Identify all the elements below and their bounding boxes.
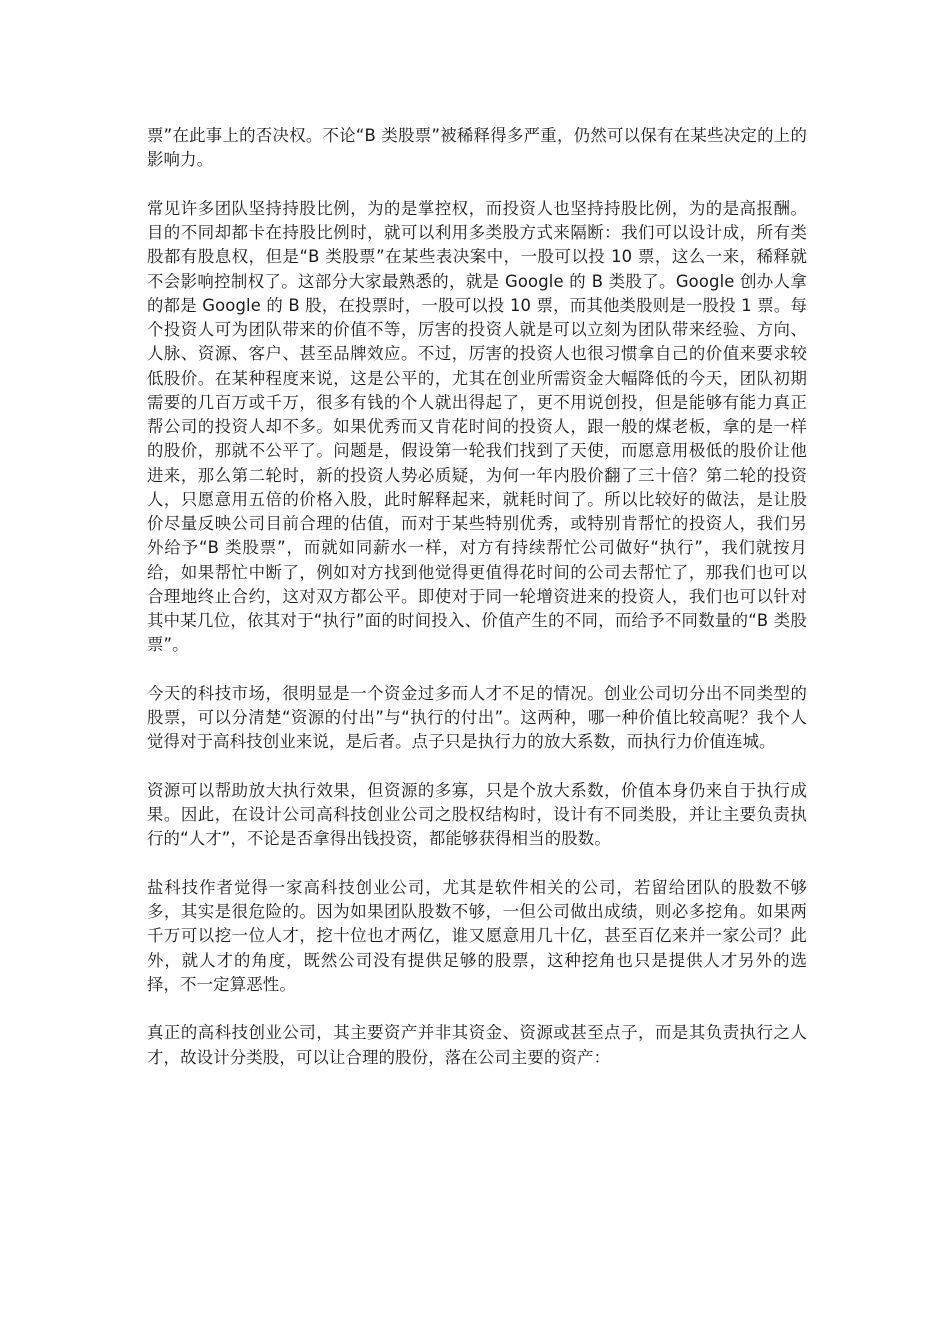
paragraph-2: 常见许多团队坚持持股比例，为的是掌控权，而投资人也坚持持股比例，为的是高报酬。目的不同却都卡在持股比例时，就可以利用多类股方式来隔断：我们可以设计成，所有类股都有股息权，但是“B 类股票”在某些表决案中，一股可以投 10 票，这么一来，稀释就不会影响控制权了。这部分大家最熟悉的，就是 Google 的 B 类股了。Google 创办人拿的都是 Google 的 B 股，在投票时，一股可以投 10 票，而其他类股则是一股投 1 票。每个投资人可为团队带来的价值不等，厉害的投资人就是可以立刻为团队带来经验、方向、人脉、资源、客户、甚至品牌效应。不过，厉害的投资人也很习惯拿自己的价值来要求较低股价。在某种程度来说，这是公平的，尤其在创业所需资金大幅降低的今天，团队初期需要的几百万或千万，很多有钱的个人就出得起了，更不用说创投，但是能够有能力真正帮公司的投资人却不多。如果优秀而又肯花时间的投资人，跟一般的煤老板，拿的是一样的股价，那就不公平了。问题是，假设第一轮我们找到了天使，而愿意用极低的股价让他进来，那么第二轮时，新的投资人势必质疑，为何一年内股价翻了三十倍？第二轮的投资人，只愿意用五倍的价格入股，此时解释起来，就耗时间了。所以比较好的做法，是让股价尽量反映公司目前合理的估值，而对于某些特别优秀，或特别肯帮忙的投资人，我们另外给予“B 类股票”，而就如同薪水一样，对方有持续帮忙公司做好“执行”，我们就按月给，如果帮忙中断了，例如对方找到他觉得更值得花时间的公司去帮忙了，那我们也可以合理地终止合约，这对双方都公平。即使对于同一轮增资进来的投资人，我们也可以针对其中某几位，依其对于“执行”面的时间投入、价值产生的不同，而给予不同数量的“B 类股票”。 [147,198,807,655]
document-body [147,124,807,1070]
paragraph-3: 今天的科技市场，很明显是一个资金过多而人才不足的情况。创业公司切分出不同类型的股票，可以分清楚“资源的付出”与“执行的付出”。这两种，哪一种价值比较高呢？我个人觉得对于高科技创业来说，是后者。点子只是执行力的放大系数，而执行力价值连城。 [147,683,807,752]
paragraph-5: 盐科技作者觉得一家高科技创业公司，尤其是软件相关的公司，若留给团队的股数不够多，其实是很危险的。因为如果团队股数不够，一但公司做出成绩，则必多挖角。如果两千万可以挖一位人才，挖十位也才两亿，谁又愿意用几十亿，甚至百亿来并一家公司？此外，就人才的角度，既然公司没有提供足够的股票，这种挖角也只是提供人才另外的选择，不一定算恶性。 [147,877,807,994]
paragraph-6: 真正的高科技创业公司，其主要资产并非其资金、资源或甚至点子，而是其负责执行之人才，故设计分类股，可以让合理的股份，落在公司主要的资产： [147,1023,807,1067]
paragraph-1: 票”在此事上的否决权。不论“B 类股票”被稀释得多严重，仍然可以保有在某些决定的上的影响力。 [147,126,807,170]
paragraph-4: 资源可以帮助放大执行效果，但资源的多寡，只是个放大系数，价值本身仍来自于执行成果。因此，在设计公司高科技创业公司之股权结构时，设计有不同类股，并让主要负责执行的“人才”，不论是否拿得出钱投资，都能够获得相当的股数。 [147,780,807,849]
